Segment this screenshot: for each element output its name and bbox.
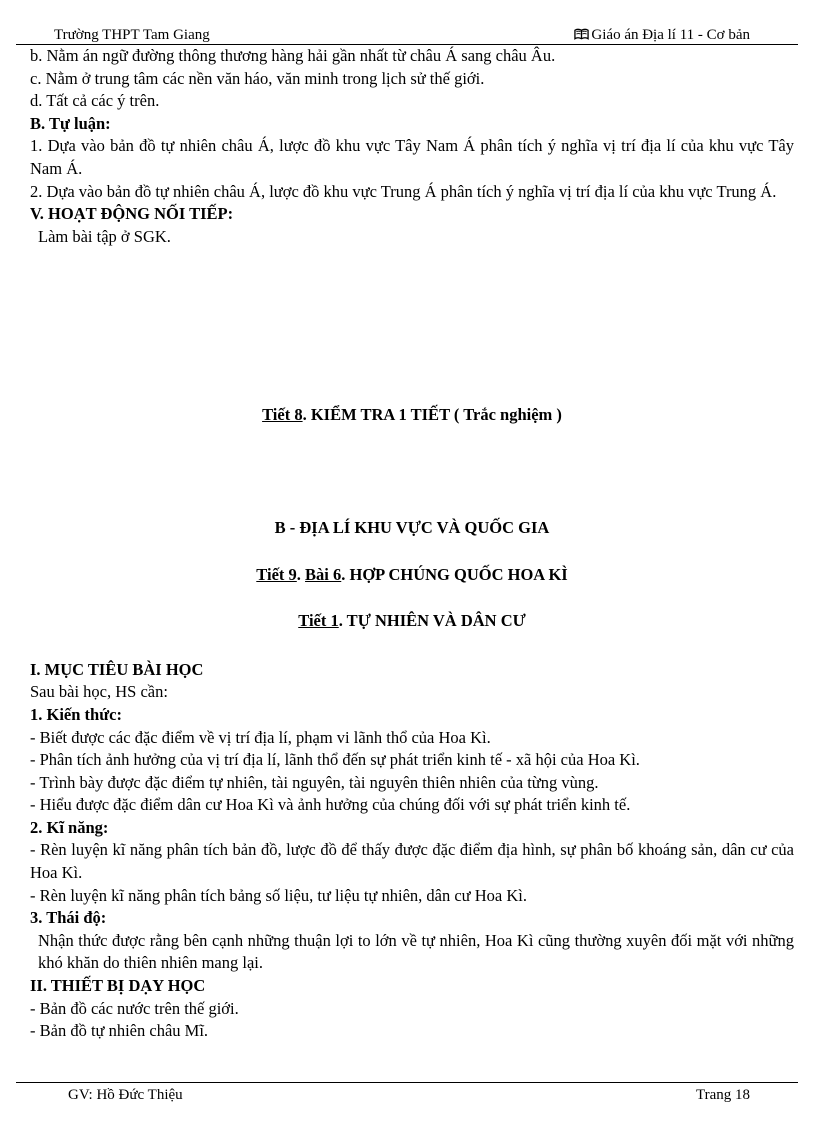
option-c: c. Nằm ở trung tâm các nền văn háo, văn minh trong lịch sử thế giới. xyxy=(30,68,485,88)
tiet1-rest: . TỰ NHIÊN VÀ DÂN CƯ xyxy=(338,611,526,631)
attitude-heading: 3. Thái độ: xyxy=(30,908,107,928)
subject-title: Giáo án Địa lí 11 - Cơ bản xyxy=(591,27,750,43)
knowledge-item: - Phân tích ảnh hưởng của vị trí địa lí, lãnh thổ đến sự phát triển kinh tế - xã hội của Hoa Kì. xyxy=(30,750,640,770)
option-d: d. Tất cả các ý trên. xyxy=(30,91,160,111)
knowledge-heading: 1. Kiến thức: xyxy=(30,704,122,724)
knowledge-item: - Hiểu được đặc điểm dân cư Hoa Kì và ảnh hưởng của chúng đối với sự phát triển kinh tế. xyxy=(30,795,631,815)
tiet9-title: Tiết 9. Bài 6. HỢP CHÚNG QUỐC HOA KÌ xyxy=(256,564,568,584)
option-b: b. Nằm án ngữ đường thông thương hàng hải gần nhất từ châu Á sang châu Âu. xyxy=(30,46,556,65)
skills-item: - Rèn luyện kĩ năng phân tích bản đồ, lược đồ để thấy được đặc điểm địa hình, sự phân bố khoáng sản, dân cư của Hoa Kì. xyxy=(30,840,794,883)
bai6-label: Bài 6 xyxy=(305,564,342,584)
tiet1-title xyxy=(30,610,794,633)
book-icon xyxy=(574,28,589,40)
attitude-text: Nhận thức được rằng bên cạnh những thuận lợi to lớn về tự nhiên, Hoa Kì cũng thường xuyên đối mặt với những khó khăn do thiên nhiên mang lại. xyxy=(38,930,794,973)
followup-heading: V. HOẠT ĐỘNG NỐI TIẾP: xyxy=(30,204,234,224)
essay-question-1: 1. Dựa vào bản đồ tự nhiên châu Á, lược đồ khu vực Tây Nam Á phân tích ý nghĩa vị trí địa lí của khu vực Tây Nam Á. xyxy=(30,136,794,178)
essay-question-2: 2. Dựa vào bản đồ tự nhiên châu Á, lược đồ khu vực Trung Á phân tích ý nghĩa vị trí địa lí của khu vực Trung Á. xyxy=(30,181,777,201)
tiet8-title xyxy=(30,404,794,427)
document-body xyxy=(30,45,794,1043)
objectives-intro: Sau bài học, HS cần: xyxy=(30,682,168,702)
teacher-name: GV: Hồ Đức Thiệu xyxy=(68,1087,183,1103)
page-number: Trang 18 xyxy=(695,1087,750,1103)
followup-text: Làm bài tập ở SGK. xyxy=(38,226,171,246)
page-footer xyxy=(16,1082,798,1105)
page-header xyxy=(16,26,798,45)
equipment-item: - Bản đồ các nước trên thế giới. xyxy=(30,998,239,1018)
tiet8-label: Tiết 8 xyxy=(262,405,303,425)
skills-item: - Rèn luyện kĩ năng phân tích bảng số liệu, tư liệu tự nhiên, dân cư Hoa Kì. xyxy=(30,885,527,905)
part-b-title: B - ĐỊA LÍ KHU VỰC VÀ QUỐC GIA xyxy=(274,517,550,537)
equipment-heading: II. THIẾT BỊ DẠY HỌC xyxy=(30,976,206,996)
tiet1-label: Tiết 1 xyxy=(298,611,339,631)
objectives-heading: I. MỤC TIÊU BÀI HỌC xyxy=(30,659,204,679)
skills-heading: 2. Kĩ năng: xyxy=(30,817,109,837)
tiet9-rest: . HỢP CHÚNG QUỐC HOA KÌ xyxy=(341,564,568,584)
knowledge-item: - Biết được các đặc điểm về vị trí địa lí, phạm vi lãnh thổ của Hoa Kì. xyxy=(30,727,491,747)
equipment-item: - Bản đồ tự nhiên châu Mĩ. xyxy=(30,1021,209,1041)
school-name: Trường THPT Tam Giang xyxy=(54,27,210,43)
knowledge-item: - Trình bày được đặc điểm tự nhiên, tài nguyên, tài nguyên thiên nhiên của từng vùng. xyxy=(30,772,599,792)
tiet8-rest: . KIỂM TRA 1 TIẾT ( Trắc nghiệm ) xyxy=(302,405,562,425)
tiet9-label: Tiết 9 xyxy=(256,564,297,584)
subject-title-wrap xyxy=(574,27,750,44)
essay-heading: B. Tự luận: xyxy=(30,113,111,133)
